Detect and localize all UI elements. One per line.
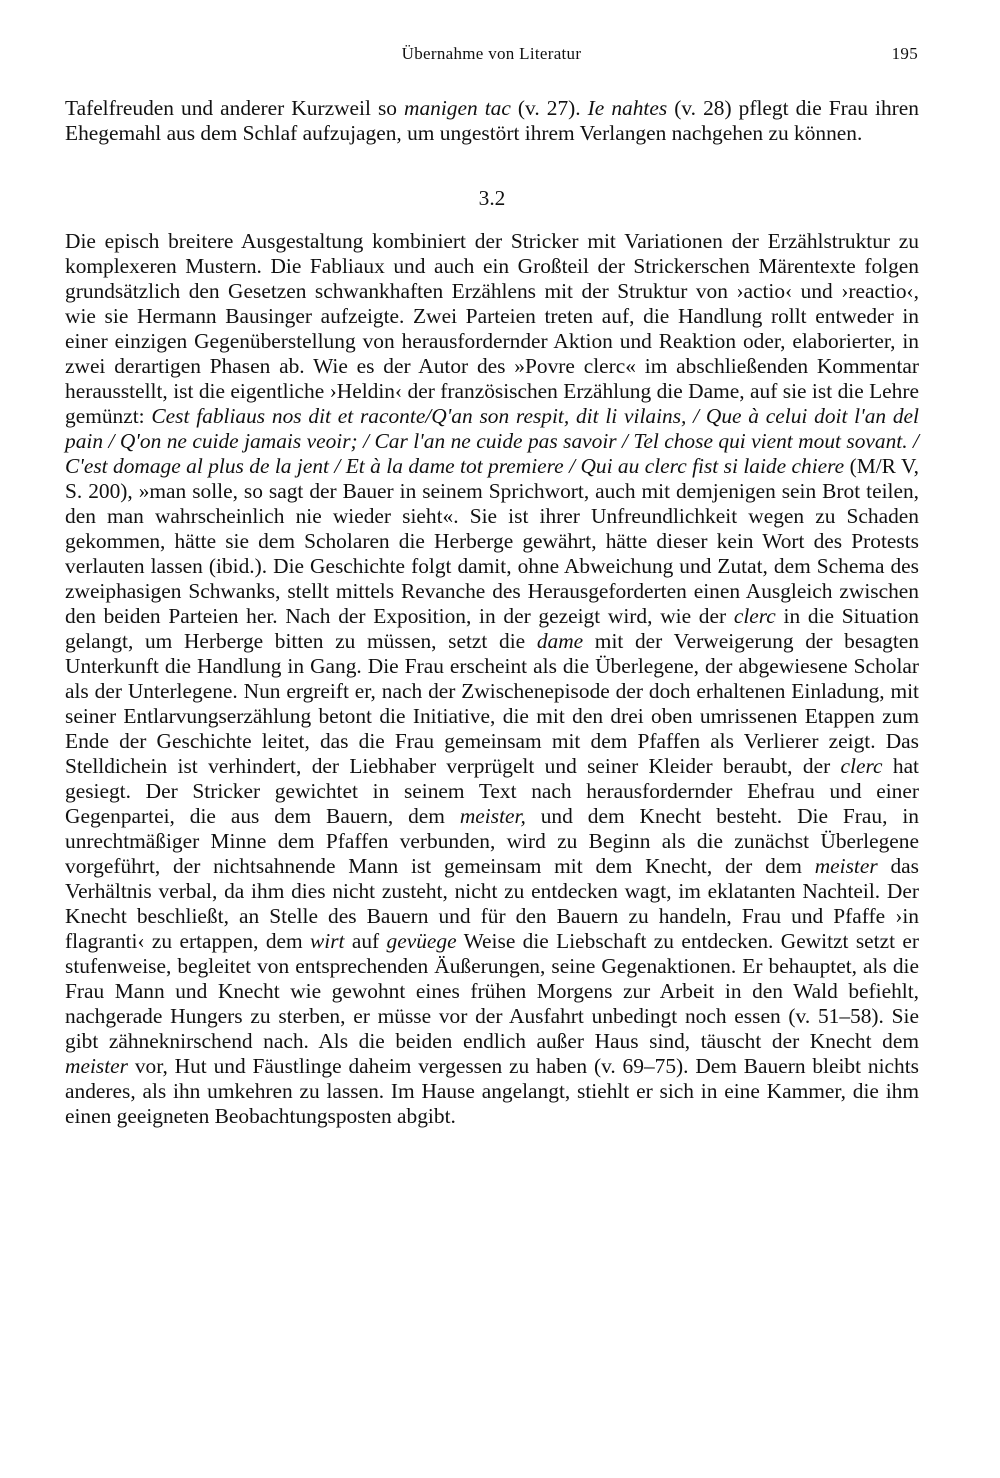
italic-term: dame [536,629,584,653]
main-paragraph [65,229,919,1129]
running-title: Übernahme von Literatur [401,44,582,63]
text-segment: und dem Knecht besteht. Die Frau, in unrechtmäßiger Minne dem Pfaffen verbunden, wird zu Beginn als die zunächst Überlegene vorgeführt, der nichtsahnende Mann ist gemeinsam mit dem Knecht, der dem [65,804,920,878]
text-segment: vor, Hut und Fäustlinge daheim vergessen zu haben (v. 69–75). Dem Bauern bleibt nichts anderes, als ihn umkehren zu lassen. Im Hause angelangt, stiehlt er sich in eine Kammer, die ihm einen geeigneten Beobachtungsposten abgibt. [65,1054,919,1128]
italic-term: clerc [840,754,883,778]
italic-term: clerc [733,604,776,628]
italic-quote: manigen tac [404,96,511,120]
text-segment: (v. 28) pflegt die Frau ihren Ehegemahl aus dem Schlaf aufzujagen, um ungestört ihrem Verlangen nachgehen zu können. [65,96,919,145]
text-segment: Tafelfreuden und anderer Kurzweil so [65,96,405,120]
text-segment: Die episch breitere Ausgestaltung kombiniert der Stricker mit Variationen der Erzählstruktur zu komplexeren Mustern. Die Fabliaux und auch ein Großteil der Strickerschen Märentexte folgen grundsätzlich den Gesetzen schwankhaften Erzählens mit der Struktur von ›actio‹ und ›reactio‹, wie sie Hermann Bausinger aufzeigte. Zwei Parteien treten auf, die Handlung rollt entweder in einer einzigen Gegenüberstellung von herausfordernder Aktion und Reaktion oder, elaborierter, in zwei derartigen Phasen ab. Wie es der Autor des »Povre clerc« im abschließenden Kommentar herausstellt, ist die eigentliche ›Heldin‹ der französischen Erzählung die Dame, auf sie ist die Lehre gemünzt: [65,229,919,428]
text-segment: hat gesiegt. Der Stricker gewichtet in seinem Text nach herausfordernder Ehefrau und einer Gegenpartei, die aus dem Bauern, dem [65,754,920,828]
intro-paragraph [65,96,919,146]
text-segment: mit der Verweigerung der besagten Unterkunft die Handlung in Gang. Die Frau erscheint als die Überlegene, der abgewiesene Scholar als der Unterlegene. Nun ergreift er, nach der Zwischenepisode der doch erhaltenen Einladung, mit seiner Entlarvungserzählung betont die Initiative, die mit den drei oben umrissenen Etappen zum Ende der Geschichte leitet, das die Frau gemeinsam mit dem Pfaffen als Verlierer zeigt. Das Stelldichein ist verhindert, der Liebhaber verprügelt und seiner Kleider beraubt, der [65,629,919,778]
italic-term: meister [65,1054,128,1078]
text-segment: (v. 27). [510,96,588,120]
body-text [65,96,919,1129]
text-segment: (M/R V, S. 200), »man solle, so sagt der Bauer in seinem Sprichwort, auch mit demjenigen sein Brot teilen, den man wahrscheinlich nie wieder sieht«. Sie ist ihrer Unfreundlichkeit wegen zu Schaden gekommen, hätte sie dem Scholaren die Herberge gewährt, hätte dieser kein Wort des Protests verlauten lassen (ibid.). Die Geschichte folgt damit, ohne Abweichung und Zutat, dem Schema des zweiphasigen Schwanks, stellt mittels Revanche des Herausgeforderten einen Ausgleich zwischen den beiden Parteien her. Nach der Exposition, in der gezeigt wird, wie der [65,454,920,628]
italic-quote: Cest fabliaus nos dit et raconte/Q'an son respit, dit li vilains, / Que à celui doit l'an del pain / Q'on ne cuide jamais veoir; / Car l'an ne cuide pas savoir / Tel chose qui vient mout sovant. / C'est domage al plus de la jent / Et à la dame tot premiere / Qui au clerc fist si laide chiere [65,404,919,478]
page-header [65,44,918,74]
italic-term: gevüege [386,929,457,953]
text-segment: in die Situation gelangt, um Herberge bitten zu müssen, setzt die [65,604,920,653]
italic-term: meister [814,854,878,878]
section-heading: 3.2 [478,186,506,210]
text-segment: das Verhältnis verbal, da ihm dies nicht zusteht, nicht zu entdecken wagt, im eklatanten Nachteil. Der Knecht beschließt, an Stelle des Bauern und für den Bauern zu handeln, Frau und Pfaffe ›in flagranti‹ zu ertappen, dem [65,854,919,953]
text-segment: Weise die Liebschaft zu entdecken. Gewitzt setzt er stufenweise, begleitet von entsprechenden Äußerungen, seine Gegenaktionen. Er behauptet, als die Frau Mann und Knecht wie gewohnt eines frühen Morgens zur Arbeit in den Wald befiehlt, nachgerade Hungers zu sterben, er müsse vor der Ausfahrt unbedingt noch essen (v. 51–58). Sie gibt zähneknirschend nach. Als die beiden endlich außer Haus sind, täuscht der Knecht dem [65,929,919,1053]
italic-term: meister, [459,804,526,828]
page-number: 195 [891,44,918,63]
text-segment: auf [344,929,387,953]
italic-quote: Ie nahtes [587,96,668,120]
italic-term: wirt [310,929,345,953]
